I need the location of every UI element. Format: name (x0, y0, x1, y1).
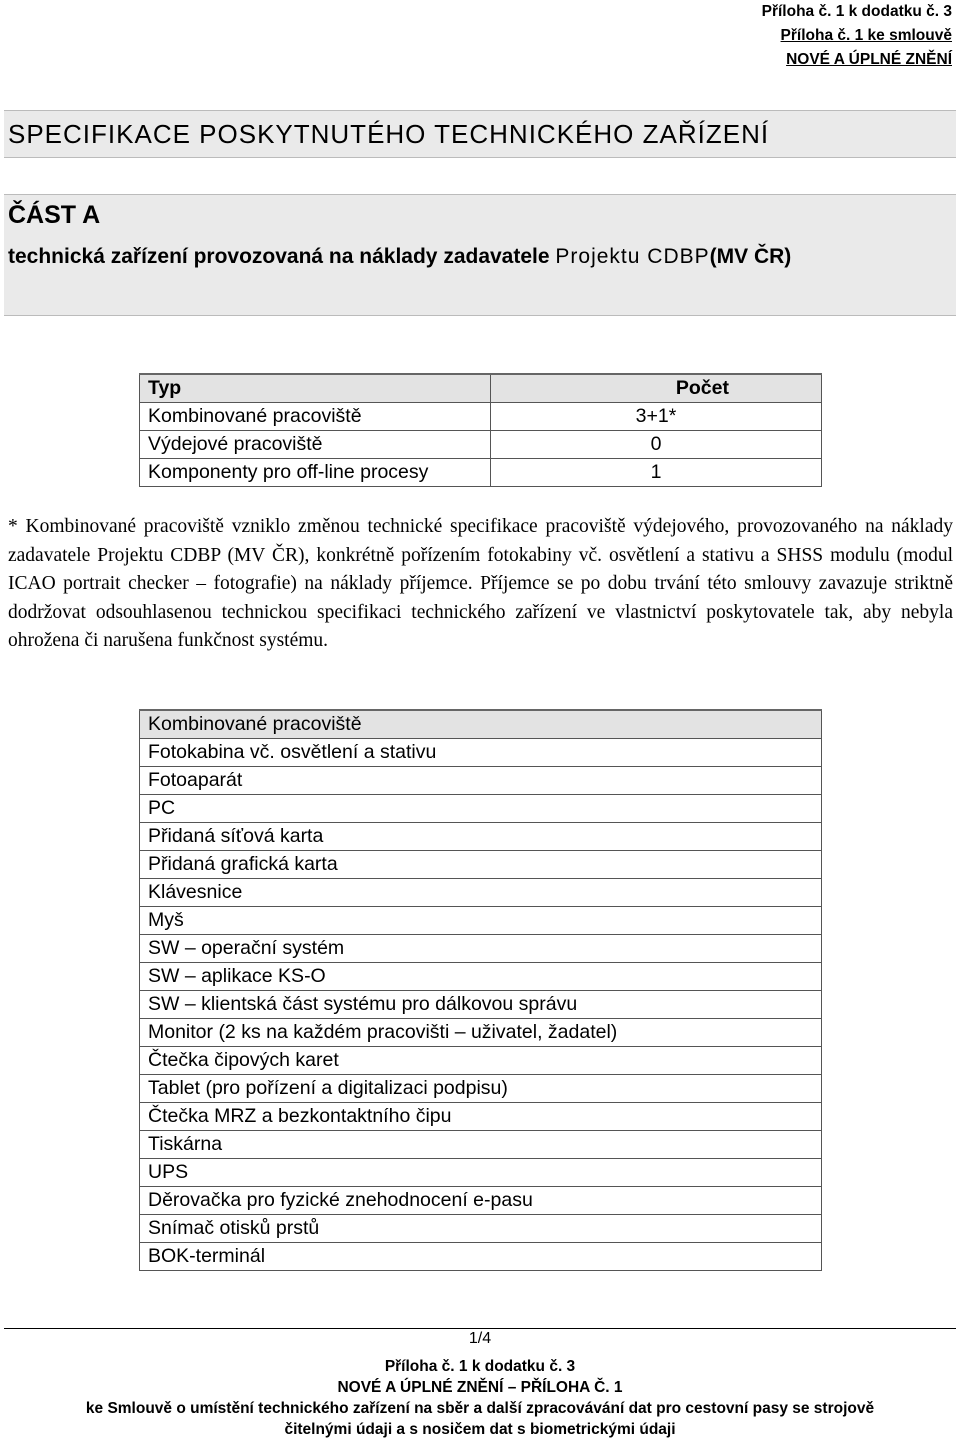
table-row (140, 459, 822, 487)
table-header-row (140, 710, 822, 739)
component-name: Snímač otisků prstů (140, 1215, 822, 1243)
row-count: 3+1* (491, 403, 822, 431)
table-row (140, 431, 822, 459)
part-subtitle (8, 241, 948, 273)
header-type: Typ (140, 374, 491, 403)
component-name: PC (140, 795, 822, 823)
list-item (140, 907, 822, 935)
row-type: Kombinované pracoviště (140, 403, 491, 431)
list-item (140, 1243, 822, 1271)
component-name: Myš (140, 907, 822, 935)
component-name: Tablet (pro pořízení a digitalizaci podpisu) (140, 1075, 822, 1103)
list-item (140, 851, 822, 879)
component-name: Přidaná grafická karta (140, 851, 822, 879)
list-item (140, 879, 822, 907)
row-count: 0 (491, 431, 822, 459)
component-name: Čtečka čipových karet (140, 1047, 822, 1075)
component-name: BOK-terminál (140, 1243, 822, 1271)
footer-divider (4, 1328, 956, 1329)
part-subtitle-project: Projektu CDBP (555, 245, 710, 268)
page-title: SPECIFIKACE POSKYTNUTÉHO TECHNICKÉHO ZAŘÍZENÍ (8, 119, 770, 149)
footnote-paragraph: * Kombinované pracoviště vzniklo změnou technické specifikace pracoviště výdejového, provozovaného na náklady zadavatele Projektu CDBP (MV ČR), konkrétně pořízením fotokabiny vč. osvětlení a stativu a SHSS modulu (modul ICAO portrait checker – fotografie) na náklady příjemce. Příjemce se po dobu trvání této smlouvy zavazuje striktně dodržovat odsouhlasenou technickou specifikaci technického zařízení ve vlastnictví poskytovatele tak, aby nebyla ohrožena či narušena funkčnost systému. (8, 516, 953, 651)
component-name: SW – aplikace KS-O (140, 963, 822, 991)
table-header-row (140, 374, 822, 403)
document-footer (0, 1356, 960, 1440)
component-name: Čtečka MRZ a bezkontaktního čipu (140, 1103, 822, 1131)
list-item (140, 823, 822, 851)
header-line-2: Příloha č. 1 ke smlouvě (780, 27, 952, 44)
component-name: SW – klientská část systému pro dálkovou správu (140, 991, 822, 1019)
row-type: Výdejové pracoviště (140, 431, 491, 459)
list-item (140, 1047, 822, 1075)
footer-line-1: Příloha č. 1 k dodatku č. 3 (384, 1358, 576, 1375)
list-item (140, 1019, 822, 1047)
document-header (762, 0, 952, 72)
header-count: Počet (491, 374, 822, 403)
component-name: Klávesnice (140, 879, 822, 907)
footer-line-2: NOVÉ A ÚPLNÉ ZNĚNÍ – PŘÍLOHA Č. 1 (337, 1379, 623, 1396)
component-name: Tiskárna (140, 1131, 822, 1159)
components-header: Kombinované pracoviště (140, 710, 822, 739)
list-item (140, 739, 822, 767)
header-line-1: Příloha č. 1 k dodatku č. 3 (761, 3, 952, 20)
list-item (140, 1187, 822, 1215)
list-item (140, 795, 822, 823)
part-title: ČÁST A (8, 201, 101, 229)
list-item (140, 767, 822, 795)
row-type: Komponenty pro off-line procesy (140, 459, 491, 487)
summary-table (139, 373, 822, 487)
component-name: Děrovačka pro fyzické znehodnocení e-pasu (140, 1187, 822, 1215)
component-name: UPS (140, 1159, 822, 1187)
list-item (140, 963, 822, 991)
part-subtitle-bold: technická zařízení provozovaná na náklady zadavatele (8, 245, 550, 268)
row-count: 1 (491, 459, 822, 487)
list-item (140, 1075, 822, 1103)
page-number: 1/4 (468, 1330, 492, 1347)
part-heading (4, 194, 956, 316)
list-item (140, 1215, 822, 1243)
title-bar (4, 110, 956, 158)
list-item (140, 1131, 822, 1159)
part-subtitle-tail: (MV ČR) (709, 245, 792, 268)
component-name: Monitor (2 ks na každém pracovišti – uživatel, žadatel) (140, 1019, 822, 1047)
list-item (140, 935, 822, 963)
footer-line-4: čitelnými údaji a s nosičem dat s biometrickými údaji (284, 1421, 676, 1438)
list-item (140, 991, 822, 1019)
header-line-3: NOVÉ A ÚPLNÉ ZNĚNÍ (786, 51, 952, 68)
table-row (140, 403, 822, 431)
list-item (140, 1103, 822, 1131)
component-name: Fotokabina vč. osvětlení a stativu (140, 739, 822, 767)
component-name: SW – operační systém (140, 935, 822, 963)
list-item (140, 1159, 822, 1187)
footer-line-3: ke Smlouvě o umístění technického zařízení na sběr a další zpracovávání dat pro cestovní pasy se strojově (85, 1400, 875, 1417)
components-table (139, 709, 822, 1271)
component-name: Fotoaparát (140, 767, 822, 795)
component-name: Přidaná síťová karta (140, 823, 822, 851)
